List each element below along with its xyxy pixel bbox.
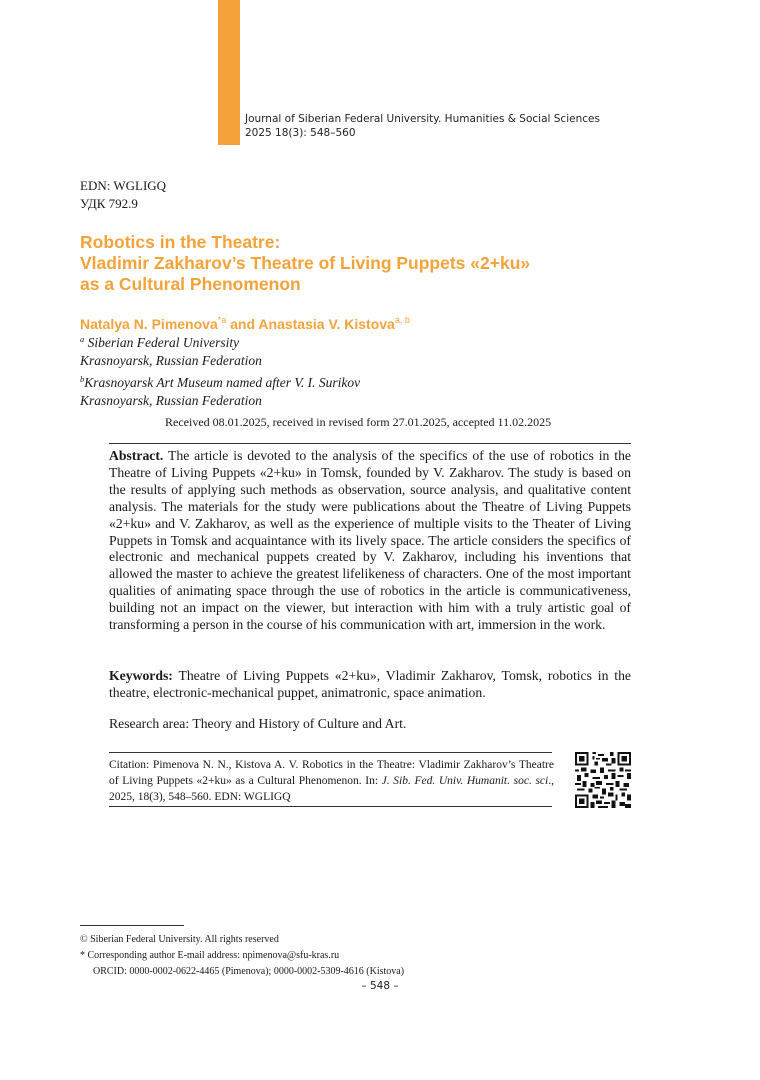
research-area: Research area: Theory and History of Culture and Art. [109, 716, 407, 731]
qr-code-icon [575, 752, 631, 808]
affiliation-a-city: Krasnoyarsk, Russian Federation [80, 353, 262, 368]
authors-joiner: and [226, 316, 259, 332]
keywords-text: Theatre of Living Puppets «2+ku», Vladimir Zakharov, Tomsk, robotics in the theatre, electronic-mechanical puppet, animatronic, space animation. [109, 668, 631, 700]
orcid-note: ORCID: 0000-0002-0622-4465 (Pimenova); 0000-0002-5309-4616 (Kistova) [93, 966, 405, 977]
affiliation-a [80, 330, 360, 352]
abstract-top-rule [109, 443, 631, 444]
author-2: Anastasia V. Kistova [258, 316, 395, 332]
keywords-label: Keywords: [109, 668, 173, 683]
article-title [80, 232, 530, 295]
footnotes [80, 932, 404, 980]
footnote-rule [80, 925, 184, 926]
received-dates: Received 08.01.2025, received in revised form 27.01.2025, accepted 11.02.2025 [165, 415, 552, 429]
affiliation-a-mark: a [80, 334, 85, 344]
title-line-1: Robotics in the Theatre: [80, 232, 281, 252]
affiliations [80, 330, 360, 410]
identifiers [80, 177, 166, 213]
affiliation-b-mark: b [80, 374, 85, 384]
journal-name: Journal of Siberian Federal University. Humanities & Social Sciences [245, 113, 600, 125]
abstract-label: Abstract. [109, 448, 164, 463]
keywords [109, 667, 631, 701]
accent-bar [218, 0, 240, 145]
citation [109, 757, 554, 805]
citation-top-rule [109, 752, 552, 753]
affiliation-a-name: Siberian Federal University [84, 335, 240, 350]
author-1: Natalya N. Pimenova [80, 316, 218, 332]
affiliation-b-city: Krasnoyarsk, Russian Federation [80, 393, 262, 408]
journal-issue: 2025 18(3): 548–560 [245, 127, 356, 139]
journal-header [245, 112, 600, 140]
edn-code: EDN: WGLIGQ [80, 178, 167, 193]
title-line-3: as a Cultural Phenomenon [80, 274, 301, 294]
abstract-text: The article is devoted to the analysis of the specifics of the use of robotics in the Theatre of Living Puppets «2+ku» in Tomsk, founded by V. Zakharov. The study is based on the results of applying such methods as observation, source analysis, and qualitative content analysis. The materials for the study were publications about the Theatre of Living Puppets «2+ku» and V. Zakharov, as well as the experience of multiple visits to the Theater of Living Puppets in Tomsk and acquaintance with its lively space. The article considers the specifics of electronic and mechanical puppets created by V. Zakharov, including his inventions that allowed the master to achieve the greatest lifelikeness of characters. One of the most important qualities of animating space through the use of robotics in the article is communicativeness, building not an impact on the viewer, but interaction with him with a truly artistic goal of transforming a person in the course of his communication with art, immersion in the work. [109, 448, 631, 633]
author-2-mark: a, b [394, 315, 410, 325]
citation-text: Citation: Pimenova N. N., Kistova A. V. Robotics in the Theatre: Vladimir Zakharov’s Theatre of Living Puppets «2+ku» as a Cultural Phenomenon. In: [109, 759, 554, 787]
citation-journal: J. Sib. Fed. Univ. Humanit. soc. sci [381, 775, 549, 787]
author-1-mark: *a [217, 315, 227, 325]
affiliation-b [80, 370, 360, 392]
udk-code: УДК 792.9 [80, 196, 138, 211]
corresponding-author-note: * Corresponding author E-mail address: npimenova@sfu-kras.ru [80, 950, 340, 961]
title-line-2: Vladimir Zakharov’s Theatre of Living Puppets «2+ku» [80, 253, 531, 273]
page-number: – 548 – [361, 980, 399, 992]
abstract [109, 448, 631, 634]
citation-details: ., 2025, 18(3), 548–560. EDN: WGLIGQ [109, 775, 554, 803]
copyright-note: © Siberian Federal University. All rights reserved [80, 934, 279, 945]
citation-bottom-rule [109, 806, 552, 807]
affiliation-b-name: Krasnoyarsk Art Museum named after V. I. Surikov [84, 375, 361, 390]
